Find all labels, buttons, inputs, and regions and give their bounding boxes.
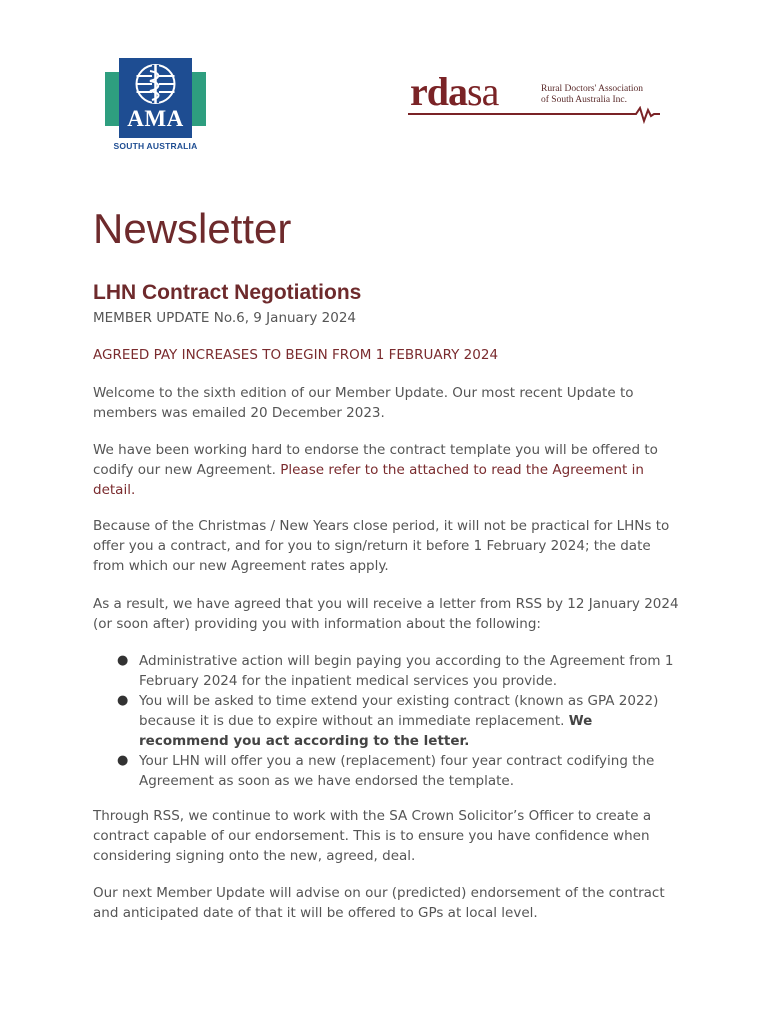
- bullet-text: You will be asked to time extend your existing contract (known as GPA 2022) because it is due to expire without an immediate replacement.: [139, 693, 659, 729]
- paragraph-welcome: Welcome to the sixth edition of our Member Update. Our most recent Update to members was emailed 20 December 2023.: [93, 385, 634, 421]
- list-item: [93, 651, 683, 691]
- member-update-line: MEMBER UPDATE No.6, 9 January 2024: [93, 310, 357, 326]
- rdasa-tagline-line2: of South Australia Inc.: [541, 95, 628, 105]
- page-title: Newsletter: [93, 205, 292, 252]
- ama-logo-box: [119, 58, 192, 138]
- bullet-recommendation: We recommend you act according to the letter.: [139, 713, 593, 749]
- bullet-list: [93, 651, 683, 791]
- rdasa-wordmark-prefix: rda: [410, 69, 467, 114]
- paragraph-letter-from-rss: As a result, we have agreed that you will receive a letter from RSS by 12 January 2024 (or soon after) providing you with information about the following:: [93, 596, 679, 632]
- bullet-text: Your LHN will offer you a new (replacement) four year contract codifying the Agreement as soon as we have endorsed the template.: [139, 753, 655, 789]
- list-item: [93, 691, 683, 751]
- ama-logo-subtitle: SOUTH AUSTRALIA: [113, 141, 198, 151]
- ama-logo-stripe-right: [192, 72, 206, 126]
- rdasa-logo: [408, 70, 663, 126]
- bullet-text: Administrative action will begin paying you according to the Agreement from 1 February 2024 for the inpatient medical services you provide.: [139, 653, 674, 689]
- rdasa-tagline-line1: Rural Doctors' Association: [541, 84, 643, 94]
- ama-logo: [105, 58, 206, 153]
- ama-logo-stripe-left: [105, 72, 119, 126]
- caduceus-icon: [119, 62, 192, 108]
- bullet-icon: ●: [117, 693, 129, 708]
- list-item: [93, 751, 683, 791]
- rdasa-wordmark-suffix: sa: [467, 69, 499, 114]
- rdasa-tagline: [541, 84, 643, 106]
- ama-logo-text: AMA: [127, 106, 184, 131]
- paragraph-contract-template: [93, 440, 683, 500]
- paragraph-close-period: Because of the Christmas / New Years close period, it will not be practical for LHNs to offer you a contract, and for you to sign/return it before 1 February 2024; the date from which our new Agreement rates apply.: [93, 518, 670, 574]
- paragraph-contract-template-text: We have been working hard to endorse the contract template you will be offered to codify our new Agreement.: [93, 442, 658, 478]
- heartbeat-line-icon: [408, 106, 663, 126]
- agreement-link[interactable]: Please refer to the attached to read the Agreement in detail.: [93, 462, 644, 498]
- bullet-icon: ●: [117, 753, 129, 768]
- headline: AGREED PAY INCREASES TO BEGIN FROM 1 FEBRUARY 2024: [93, 347, 499, 363]
- bullet-icon: ●: [117, 653, 129, 668]
- paragraph-next-update: Our next Member Update will advise on our (predicted) endorsement of the contract and anticipated date of that it will be offered to GPs at local level.: [93, 885, 665, 921]
- page-subtitle: LHN Contract Negotiations: [93, 281, 362, 304]
- paragraph-crown-solicitor: Through RSS, we continue to work with the SA Crown Solicitor’s Officer to create a contract capable of our endorsement. This is to ensure you have confidence when considering signing onto the new, agreed, deal.: [93, 808, 652, 864]
